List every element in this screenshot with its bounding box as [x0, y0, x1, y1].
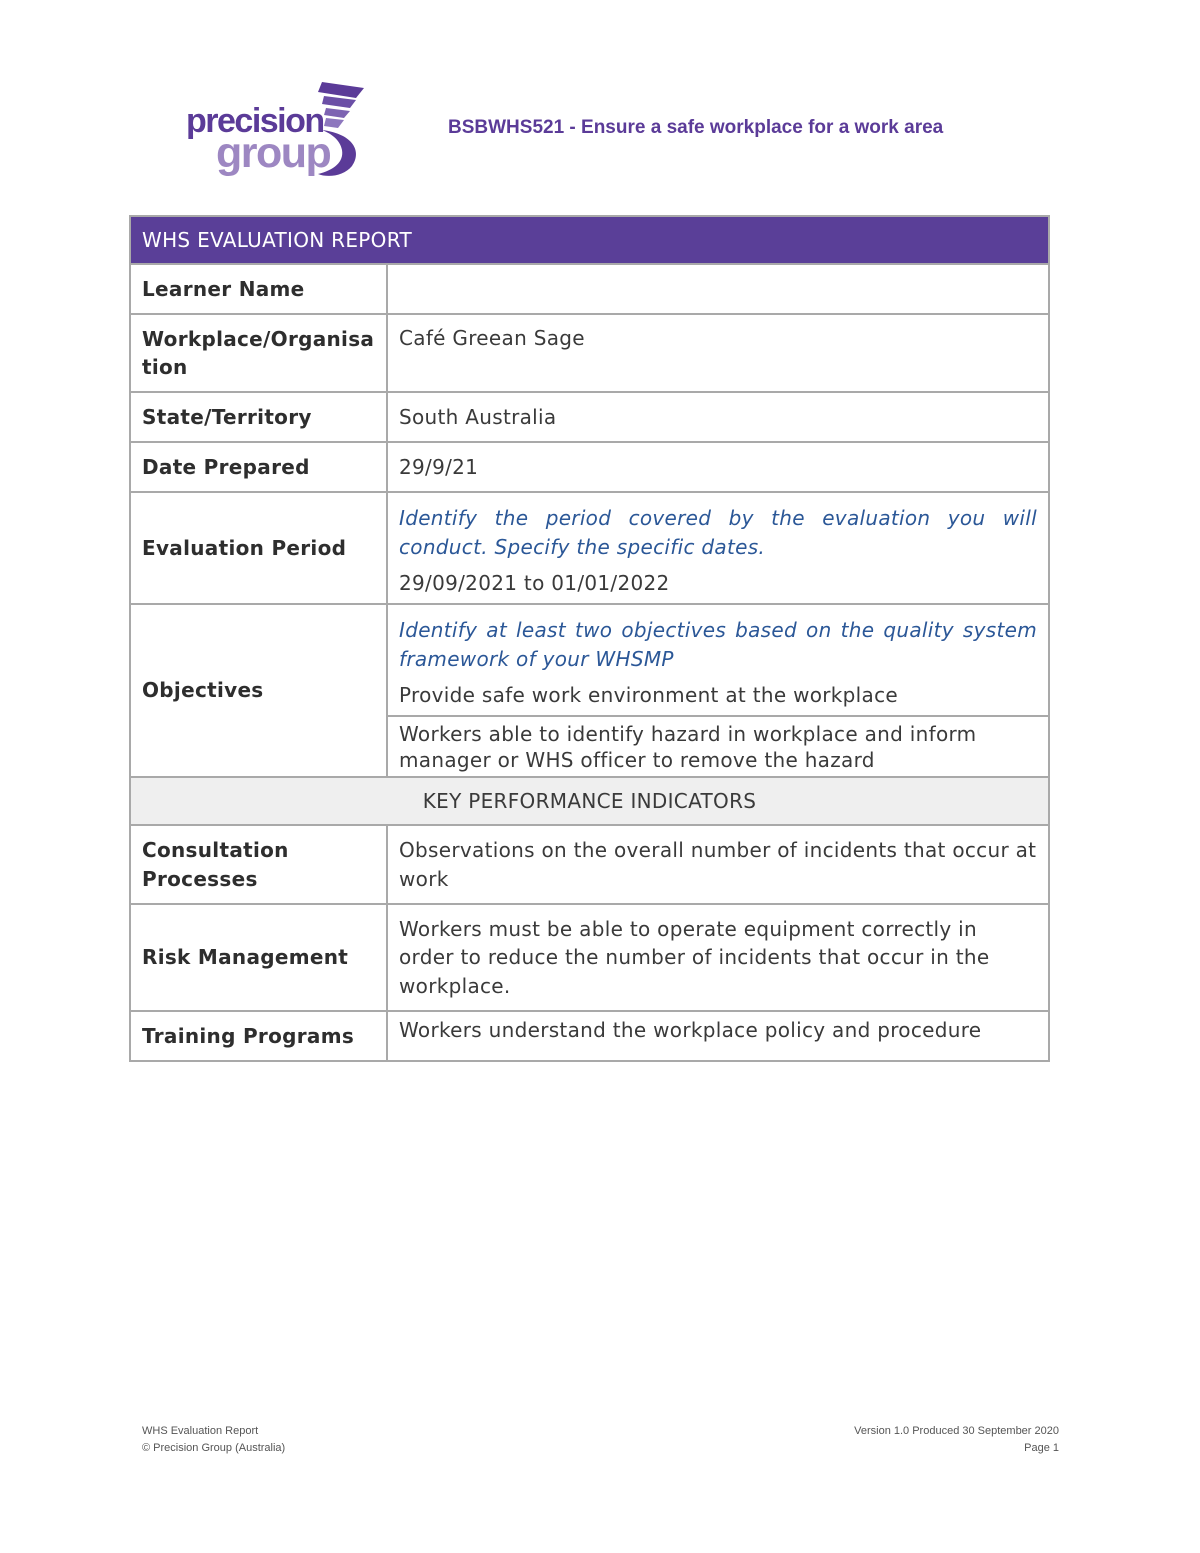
consultation-processes-label: Consultation Processes [130, 825, 387, 904]
table-row [130, 825, 1049, 904]
logo-word-precision: precision [186, 102, 324, 140]
table-row [130, 492, 1049, 604]
table-row [130, 264, 1049, 314]
date-prepared-field[interactable]: 29/9/21 [387, 442, 1049, 492]
objectives-cell [387, 604, 1049, 716]
state-field[interactable]: South Australia [387, 392, 1049, 442]
risk-management-field[interactable]: Workers must be able to operate equipment correctly in order to reduce the number of incidents that occur in the workplace. [387, 904, 1049, 1011]
evaluation-period-cell [387, 492, 1049, 604]
kpi-section-title: KEY PERFORMANCE INDICATORS [130, 777, 1049, 825]
footer-copyright: © Precision Group (Australia) [142, 1442, 286, 1454]
kpi-header-row [130, 777, 1049, 825]
evaluation-period-hint: Identify the period covered by the evaluation you will conduct. Specify the specific dates. [399, 506, 1038, 559]
footer-report-name: WHS Evaluation Report [142, 1425, 259, 1437]
workplace-label: Workplace/Organisation [130, 314, 387, 392]
evaluation-period-label: Evaluation Period [130, 492, 387, 604]
table-row [130, 442, 1049, 492]
learner-name-field[interactable] [387, 264, 1049, 314]
table-row [130, 604, 1049, 716]
table-row [130, 314, 1049, 392]
objective-2-field[interactable]: Workers able to identify hazard in workplace and inform manager or WHS officer to remove the hazard [387, 716, 1049, 777]
logo-swoosh-icon [304, 82, 366, 180]
footer-page-number: Page 1 [1024, 1442, 1059, 1454]
table-row [130, 392, 1049, 442]
table-header-row [130, 216, 1049, 264]
training-programs-label: Training Programs [130, 1011, 387, 1061]
objectives-label: Objectives [130, 604, 387, 777]
table-row [130, 1011, 1049, 1061]
risk-management-label: Risk Management [130, 904, 387, 1011]
logo-word-group: group [216, 129, 331, 177]
precision-group-logo [186, 82, 364, 182]
workplace-field[interactable]: Café Greean Sage [387, 314, 1049, 392]
evaluation-period-field[interactable]: 29/09/2021 to 01/01/2022 [399, 571, 670, 596]
footer-right [854, 1423, 1059, 1457]
document-title: BSBWHS521 - Ensure a safe workplace for a work area [448, 117, 944, 138]
objectives-hint: Identify at least two objectives based on the quality system framework of your WHSMP [399, 618, 1038, 671]
report-title: WHS EVALUATION REPORT [130, 216, 1049, 264]
learner-name-label: Learner Name [130, 264, 387, 314]
date-prepared-label: Date Prepared [130, 442, 387, 492]
whs-evaluation-table [129, 215, 1050, 1062]
consultation-processes-field[interactable]: Observations on the overall number of incidents that occur at work [387, 825, 1049, 904]
footer-left [142, 1423, 285, 1457]
table-row [130, 904, 1049, 1011]
objective-1-field[interactable]: Provide safe work environment at the workplace [399, 683, 898, 708]
state-label: State/Territory [130, 392, 387, 442]
training-programs-field[interactable]: Workers understand the workplace policy and procedure [387, 1011, 1049, 1061]
footer-version: Version 1.0 Produced 30 September 2020 [854, 1425, 1059, 1437]
